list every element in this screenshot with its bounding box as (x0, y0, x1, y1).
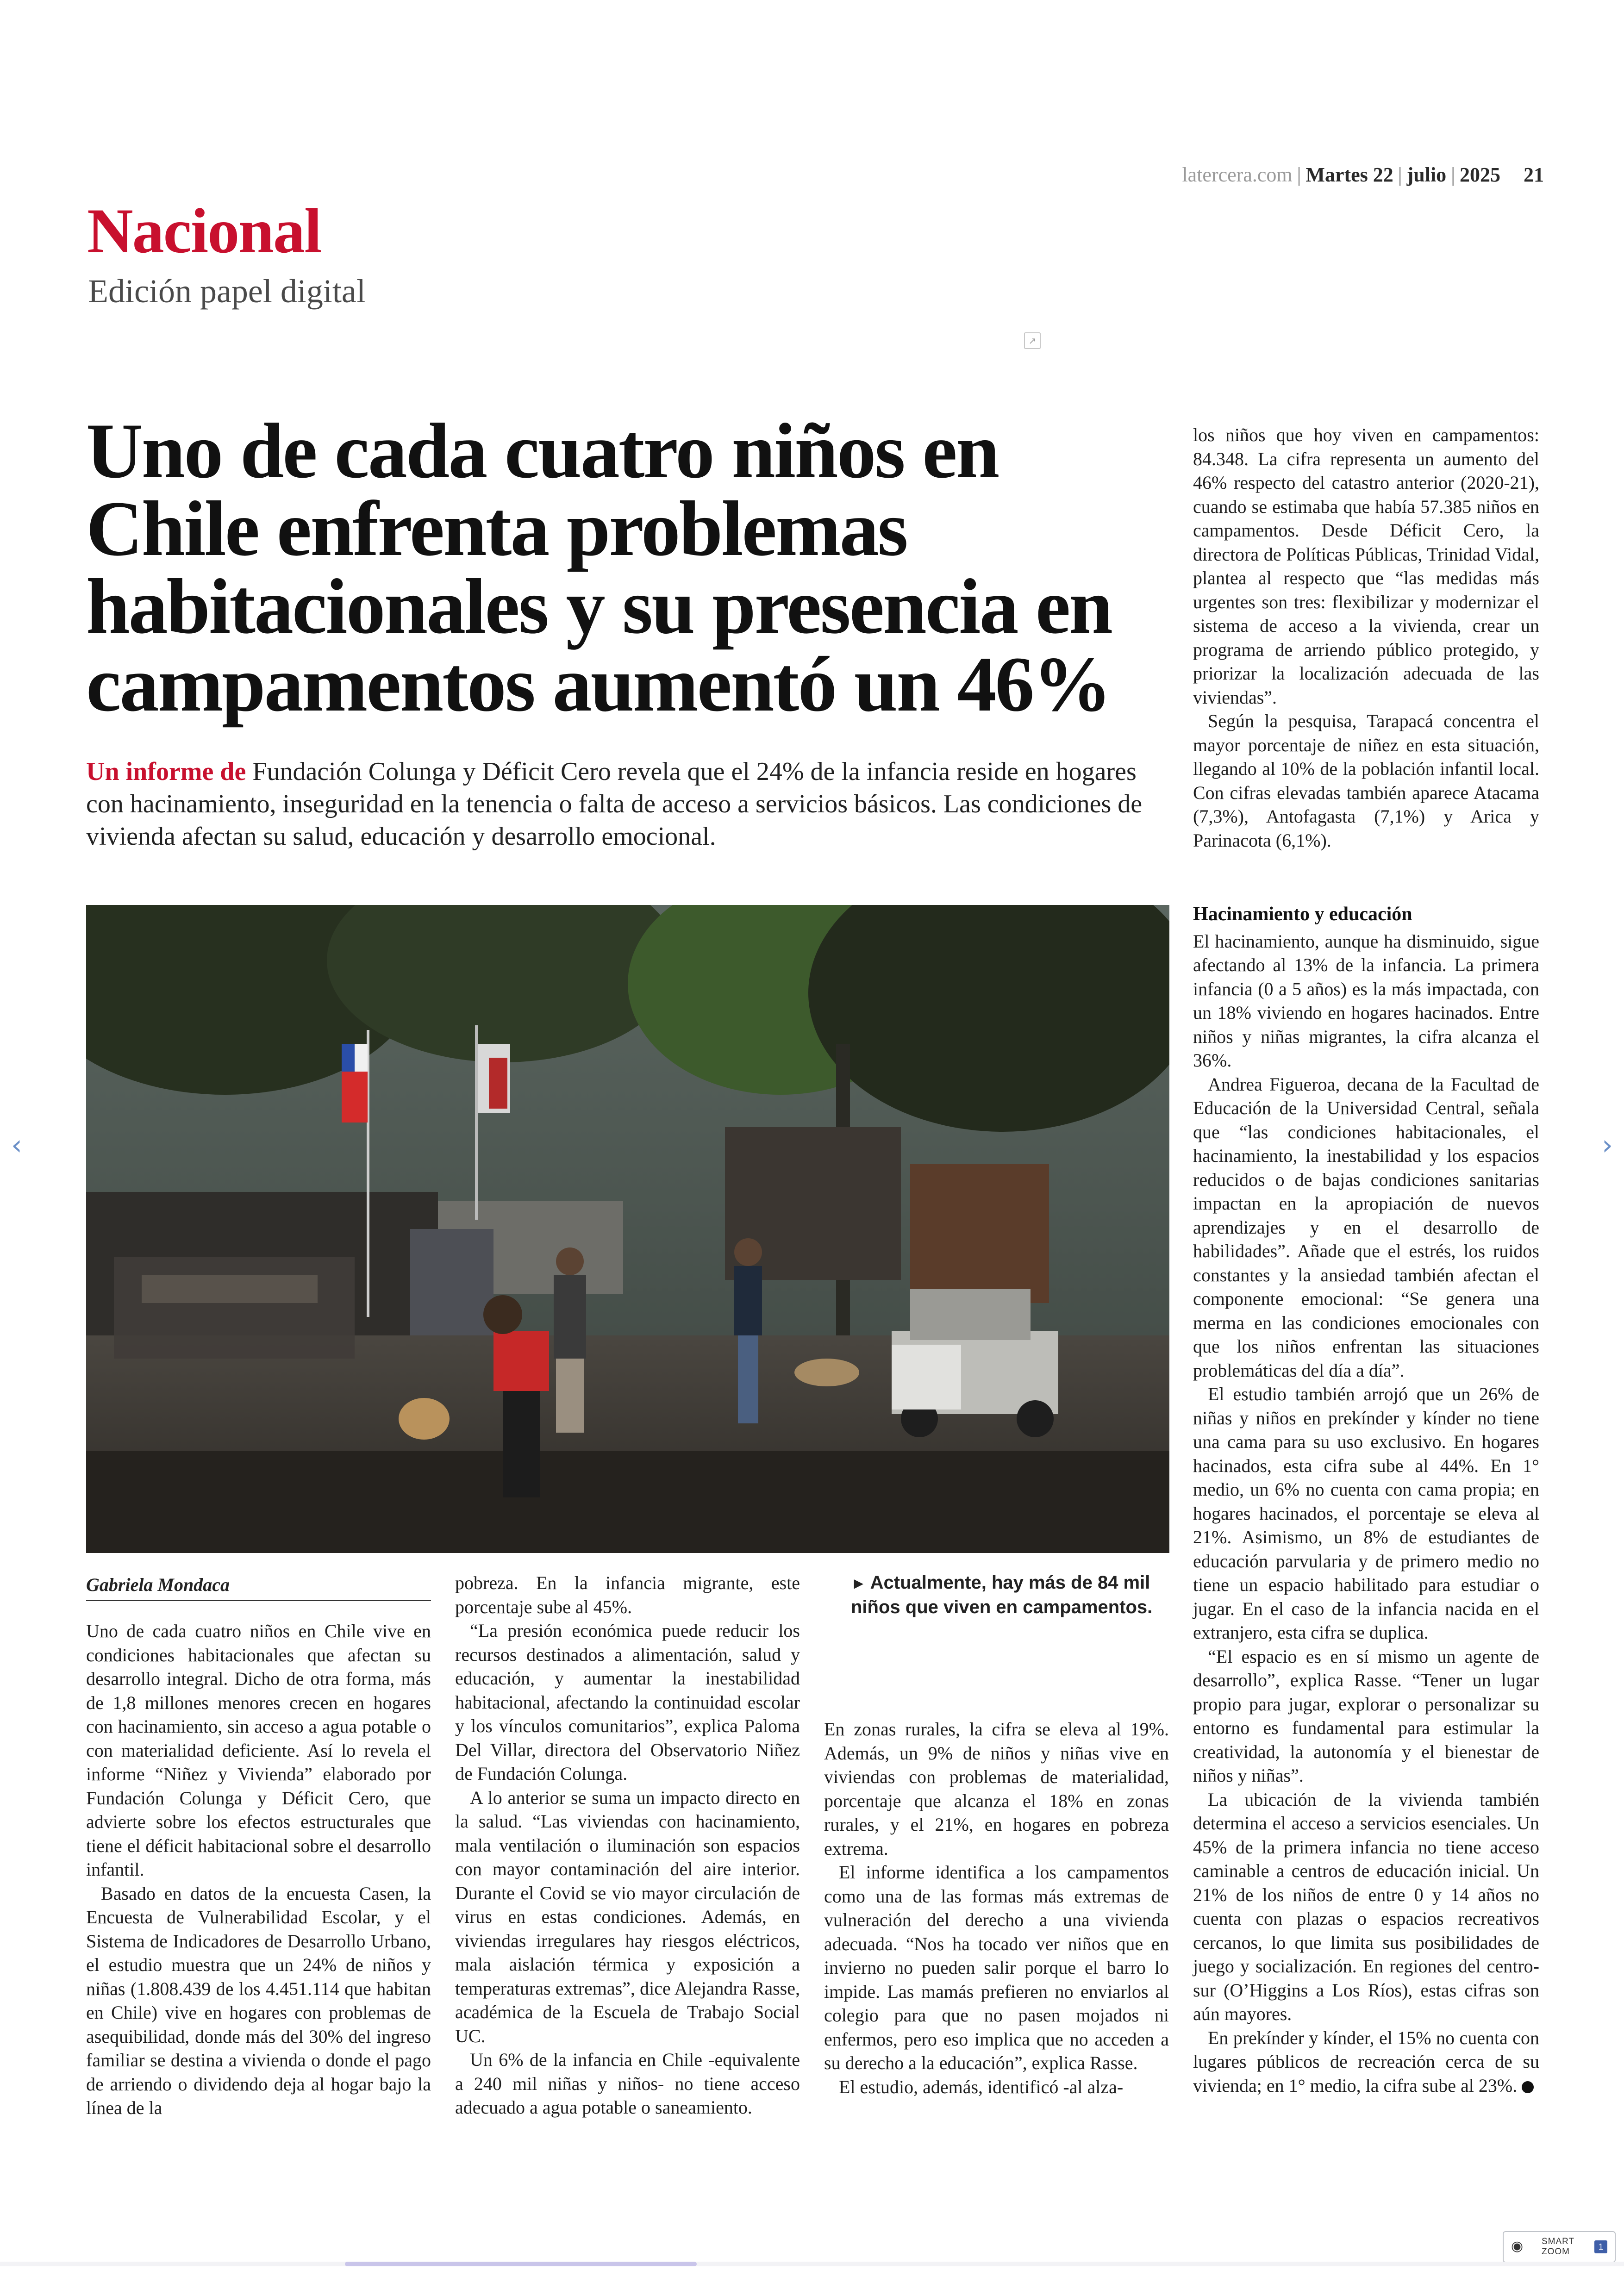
issue-month: julio (1406, 163, 1447, 186)
photo-caption (851, 1571, 1175, 1619)
text-column-4 (1193, 423, 1539, 852)
paragraph: El hacinamiento, aunque ha disminuido, sigue afectando al 13% de la infancia. La primera infancia (0 a 5 años) es la más impactada, con un 18% viviendo en hogares hacinados. Entre niños y niñas migrantes, la cifra alcanza el 36%. (1193, 930, 1539, 1071)
paragraph: pobreza. En la infancia migrante, este porcentaje sube al 45%. (455, 1572, 800, 1617)
prev-page-button[interactable] (7, 1131, 26, 1159)
paragraph-last (1193, 2026, 1539, 2098)
article-photo (86, 905, 1169, 1553)
section-subhead: Hacinamiento y educación (1193, 904, 1412, 925)
byline-block (86, 1574, 431, 1611)
edition-label: Edición papel digital (88, 273, 366, 310)
section-title: Nacional (87, 195, 321, 266)
reading-progress-thumb[interactable] (345, 2262, 697, 2266)
text-column-5 (1193, 903, 1539, 2097)
article-headline: Uno de cada cuatro niños en Chile enfrenta problemas habitacionales y su presencia en campamentos aumentó un 46% (86, 407, 1112, 728)
text-column-1 (86, 1619, 431, 2120)
lead-highlight: Un informe de (86, 757, 246, 786)
author-byline: Gabriela Mondaca (86, 1574, 431, 1601)
paragraph: En zonas rurales, la cifra se eleva al 19%. Además, un 9% de niños y niñas vive en viviendas con problemas de materialidad, porcentaje que alcanza el 18% en zonas rurales, y el 21%, en hogares en pobreza extrema. (824, 1719, 1169, 1859)
eye-icon: ◉ (1511, 2238, 1524, 2254)
reading-progress-track[interactable] (0, 2262, 1624, 2266)
paragraph: los niños que hoy viven en campamentos: 84.348. La cifra representa un aumento del 46% respecto del catastro anterior (2020-21), cuando se estimaba que había 57.385 niños en campamentos. Desde Déficit Cero, la directora de Políticas Públicas, Trinidad Vidal, plantea al respecto que “las medidas más urgentes son tres: flexibilizar y modernizar el sistema de acceso a la vivienda, crear un programa de arriendo público protegido, y priorizar la localización adecuada de las viviendas”. (1193, 424, 1539, 708)
paragraph: Andrea Figueroa, decana de la Facultad de Educación de la Universidad Central, señala que “las condiciones habitacionales, el hacinamiento, la inestabilidad y los espacios reducidos o de bajas condiciones sanitarias impactan en la apropiación de nuevos aprendizajes y en el desarrollo de habilidades”. Añade que el estrés, los ruidos constantes y la ansiedad también afectan el componente emocional: “Se genera una merma en las condiciones emocionales con que los niños enfrentan las situaciones problemáticas del día a día”. (1193, 1073, 1539, 1381)
smart-zoom-badge: 1 (1594, 2240, 1607, 2253)
link-icon[interactable]: ↗ (1024, 332, 1041, 349)
chevron-right-icon: › (1602, 1129, 1613, 1161)
campamento-photo-illustration (86, 905, 1169, 1553)
page-number: 21 (1524, 163, 1544, 186)
paragraph: Uno de cada cuatro niños en Chile vive en condiciones habitacionales que afectan su desarrollo integral. Dicho de otra forma, más de 1,8 millones menores crecen en hogares con hacinamiento, sin acceso a agua potable o con materialidad deficiente. Así lo revela el informe “Niñez y Vivienda” elaborado por Fundación Colunga y Déficit Cero, que advierte sobre los efectos estructurales que tiene el déficit habitacional sobre el desarrollo infantil. (86, 1621, 431, 1880)
caption-text: Actualmente, hay más de 84 mil niños que viven en campamentos. (851, 1572, 1153, 1617)
text-column-2 (455, 1571, 800, 2120)
caption-arrow-icon: ► (851, 1575, 867, 1592)
smart-zoom-label: SMART ZOOM (1542, 2237, 1575, 2257)
issue-date: Martes 22 (1305, 163, 1393, 186)
paragraph-last-text: En prekínder y kínder, el 15% no cuenta con lugares públicos de recreación cerca de su vivienda; en 1° medio, la cifra sube al 23%. (1193, 2027, 1539, 2096)
paragraph: A lo anterior se suma un impacto directo en la salud. “Las viviendas con hacinamiento, mala ventilación o iluminación son espacios con mayor contaminación del aire interior. Durante el Covid se vio mayor circulación de virus en estas condiciones. Además, en viviendas irregulares hay riesgos eléctricos, mala aislación térmica y exposición a temperaturas extremas”, dice Alejandra Rasse, académica de la Escuela de Trabajo Social UC. (455, 1787, 800, 2046)
paragraph: El informe identifica a los campamentos como una de las formas más extremas de vulneración del derecho a una vivienda adecuada. “Nos ha tocado ver niños que en invierno no pueden salir porque el barro lo impide. Las mamás prefieren no enviarlos al colegio para que no pasen mojados ni enfermos, pero eso implica que no acceden a su derecho a la educación”, explica Rasse. (824, 1862, 1169, 2073)
smart-zoom-button[interactable] (1503, 2231, 1616, 2263)
article-lead (86, 755, 1165, 853)
site-name: latercera.com (1182, 163, 1293, 186)
paragraph: La ubicación de la vivienda también determina el acceso a servicios esenciales. Un 45% de la primera infancia no tiene acceso caminable a centros de educación inicial. Un 21% de los niños de entre 0 y 14 años no cuenta con plazas o espacios recreativos cercanos, lo que limita sus posibilidades de juego y socialización. En regiones del centro-sur (O’Higgins a Los Ríos), estas cifras son aún mayores. (1193, 1789, 1539, 2024)
paragraph: Un 6% de la infancia en Chile -equivalente a 240 mil niñas y niños- no tiene acceso adecuado a agua potable o saneamiento. (455, 2049, 800, 2118)
paragraph: El estudio, además, identificó -al alza- (839, 2076, 1124, 2097)
lead-text: Fundación Colunga y Déficit Cero revela que el 24% de la infancia reside en hogares con hacinamiento, inseguridad en la tenencia o falta de acceso a servicios básicos. Las condiciones de vivienda afectan su salud, educación y desarrollo emocional. (86, 757, 1143, 851)
paragraph: El estudio también arrojó que un 26% de niñas y niños en prekínder y kínder no tiene una cama para su uso exclusivo. En hogares hacinados, esta cifra sube al 44%. En 1° medio, un 6% no cuenta con cama propia; en hogares hacinados, el porcentaje se eleva al 21%. Asimismo, un 8% de estudiantes de educación parvularia y de primero medio no tiene un espacio habilitado para estudiar o jugar. En el caso de la infancia nacida en el extranjero, esta cifra se duplica. (1193, 1384, 1539, 1643)
text-column-3 (824, 1717, 1169, 2099)
paragraph: Según la pesquisa, Tarapacá concentra el mayor porcentaje de niñez en esta situación, llegando al 10% de la población infantil local. Con cifras elevadas también aparece Atacama (7,3%), Antofagasta (7,1%) y Arica y Parinacota (6,1%). (1193, 711, 1539, 851)
masthead: latercera.com | Martes 22 | julio | 2025 21 (1182, 163, 1544, 186)
paragraph: Basado en datos de la encuesta Casen, la Encuesta de Vulnerabilidad Escolar, y el Sistema de Indicadores de Desarrollo Urbano, el estudio muestra que un 24% de niños y niñas (1.808.439 de los 4.451.114 que habitan en Chile) vive en hogares con problemas de asequibilidad, donde más del 30% del ingreso familiar se destina a vivienda o donde el pago de arriendo o dividendo deja al hogar bajo la línea de la (86, 1883, 431, 2118)
chevron-left-icon: ‹ (11, 1129, 22, 1161)
end-of-article-icon (1522, 2081, 1534, 2093)
paragraph: “El espacio es en sí mismo un agente de desarrollo”, explica Rasse. “Tener un lugar propio para jugar, explorar o personalizar su entorno es fundamental para estimular la creatividad, la autonomía y el bienestar de niños y niñas”. (1193, 1646, 1539, 1786)
next-page-button[interactable] (1598, 1131, 1617, 1159)
issue-year: 2025 (1460, 163, 1500, 186)
paragraph: “La presión económica puede reducir los recursos destinados a alimentación, salud y educación, y aumentar la inestabilidad habitacional, afectando la continuidad escolar y los vínculos comunitarios”, explica Paloma Del Villar, directora del Observatorio Niñez de Fundación Colunga. (455, 1620, 800, 1784)
